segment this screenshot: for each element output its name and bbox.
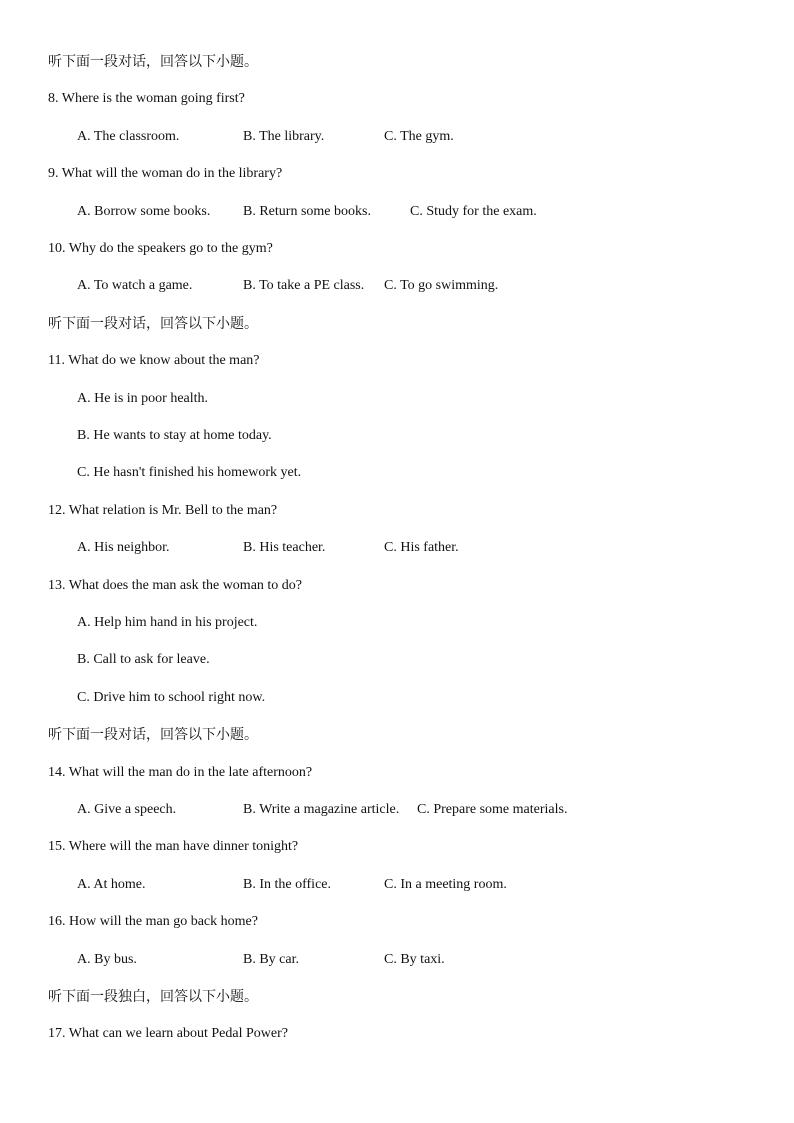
answer-option: B. Write a magazine article. — [243, 802, 400, 817]
answer-option: A. The classroom. — [77, 128, 180, 144]
answer-option: A. His neighbor. — [77, 540, 170, 556]
section-instruction: 听下面一段对话，回答以下小题。 — [48, 54, 258, 70]
question-text: 9. What will the woman do in the library? — [48, 166, 283, 182]
answer-option: B. By car. — [243, 951, 299, 967]
question-text: 8. Where is the woman going first? — [48, 91, 245, 107]
question-text: 13. What does the man ask the woman to do? — [48, 577, 303, 593]
answer-option: C. Drive him to school right now. — [77, 689, 266, 705]
question-text: 17. What can we learn about Pedal Power? — [48, 1026, 288, 1042]
answer-option: C. To go swimming. — [384, 278, 499, 294]
answer-option: B. To take a PE class. — [243, 278, 365, 294]
answer-option: B. Return some books. — [243, 203, 371, 219]
answer-option: B. In the office. — [243, 876, 331, 892]
question-text: 11. What do we know about the man? — [48, 353, 260, 369]
answer-option: C. The gym. — [384, 128, 454, 144]
answer-option: A. Give a speech. — [77, 802, 177, 817]
answer-option: B. His teacher. — [243, 540, 326, 556]
answer-option: A. By bus. — [77, 951, 137, 967]
answer-option: C. By taxi. — [384, 951, 445, 967]
answer-option: C. Study for the exam. — [410, 203, 537, 219]
answer-option: A. Help him hand in his project. — [77, 615, 258, 630]
answer-option: A. At home. — [77, 876, 146, 892]
answer-option: C. Prepare some materials. — [417, 802, 568, 817]
question-text: 10. Why do the speakers go to the gym? — [48, 241, 273, 256]
section-instruction: 听下面一段独白，回答以下小题。 — [48, 989, 258, 1005]
answer-option: C. In a meeting room. — [384, 876, 507, 892]
answer-option: B. Call to ask for leave. — [77, 652, 210, 668]
answer-option: A. Borrow some books. — [77, 203, 211, 219]
answer-option: C. He hasn't finished his homework yet. — [77, 465, 302, 481]
question-text: 14. What will the man do in the late afternoon? — [48, 764, 313, 780]
answer-option: B. He wants to stay at home today. — [77, 428, 272, 443]
section-instruction: 听下面一段对话，回答以下小题。 — [48, 315, 258, 332]
section-instruction: 听下面一段对话，回答以下小题。 — [48, 727, 258, 744]
question-text: 12. What relation is Mr. Bell to the man? — [48, 502, 278, 518]
question-text: 15. Where will the man have dinner tonight? — [48, 839, 299, 855]
answer-option: C. His father. — [384, 540, 459, 556]
answer-option: A. He is in poor health. — [77, 390, 209, 406]
answer-option: B. The library. — [243, 128, 325, 144]
answer-option: A. To watch a game. — [77, 278, 193, 294]
question-text: 16. How will the man go back home? — [48, 914, 258, 930]
